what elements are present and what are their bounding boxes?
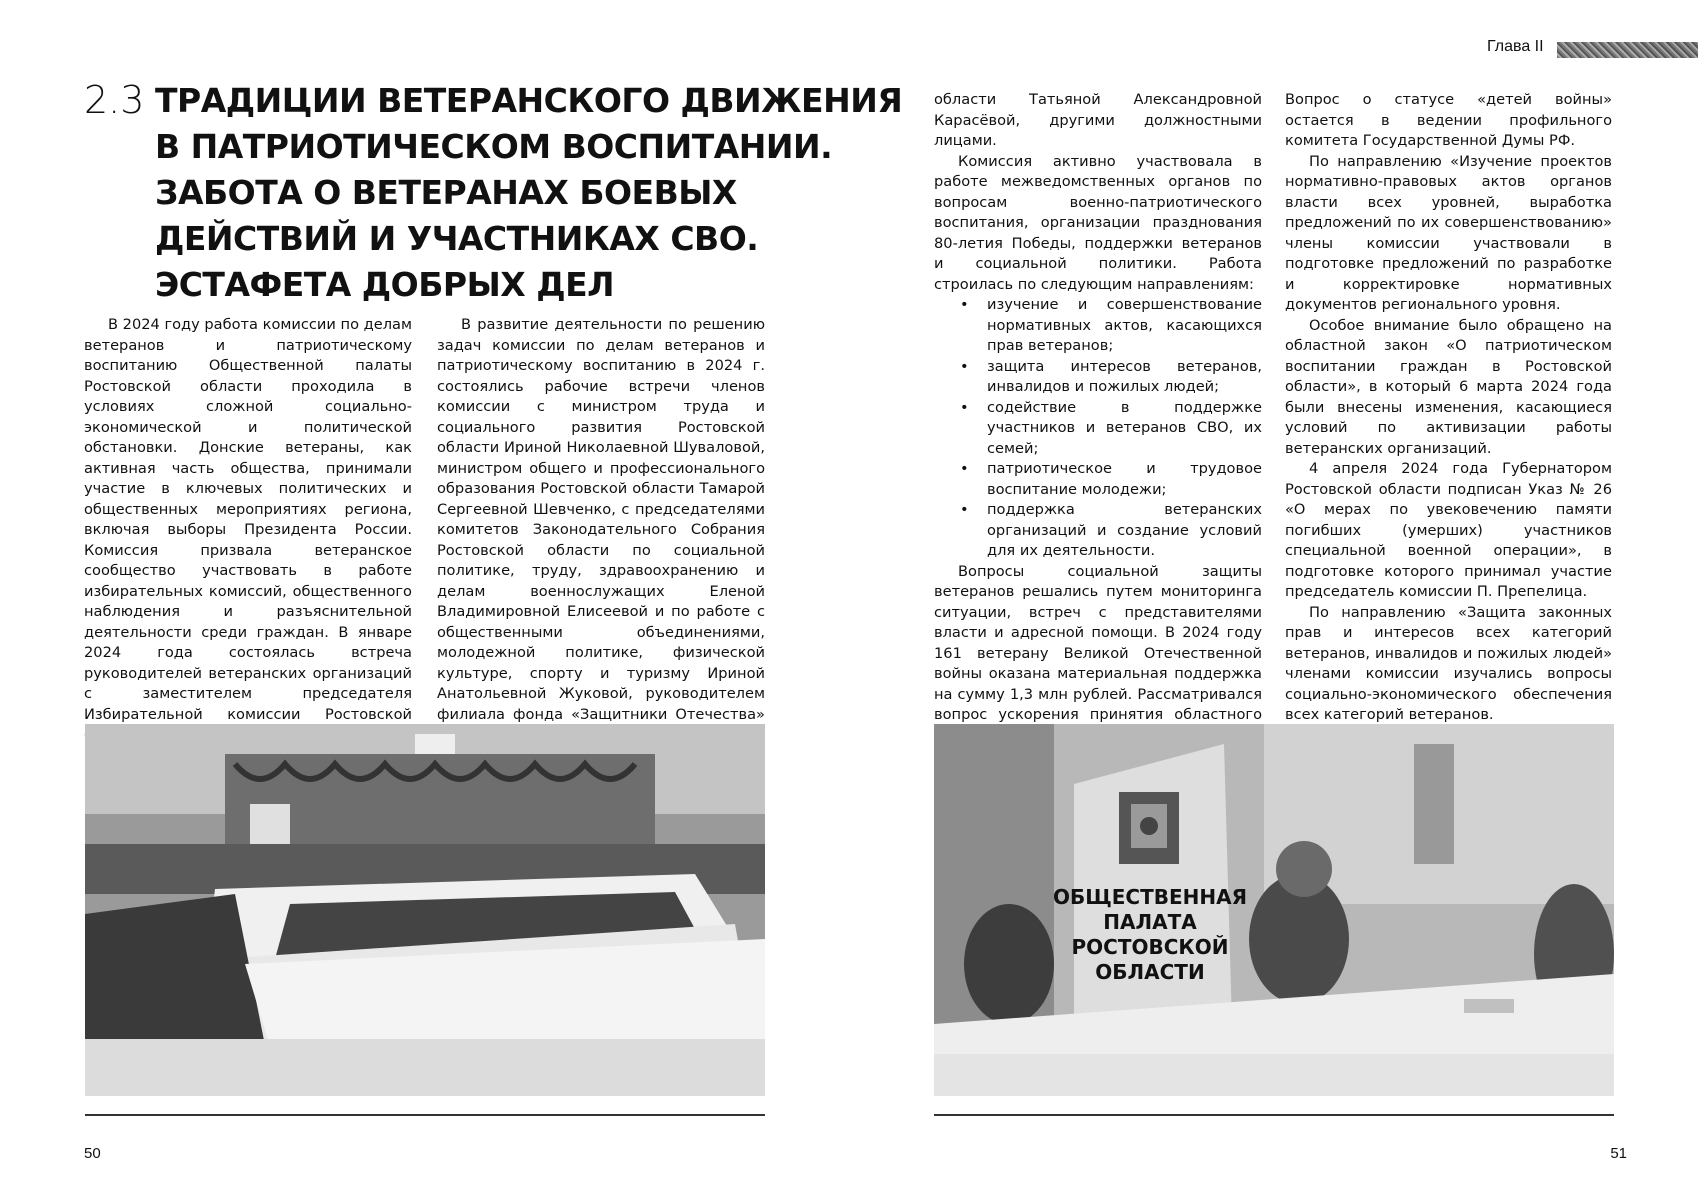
paragraph: Вопрос о статусе «детей войны» остается в ведении профильного комитета Государственной Думы РФ. xyxy=(1285,91,1612,149)
paragraph: области Татьяной Александровной Карасёвой, другими должностными лицами. xyxy=(934,91,1262,149)
page-number: 50 xyxy=(84,1145,101,1162)
list-item: • защита интересов ветеранов, инвалидов и пожилых людей; xyxy=(934,357,1262,398)
list-item: • изучение и совершенствование нормативных актов, касающихся прав ветеранов; xyxy=(934,295,1262,357)
list-item: • патриотическое и трудовое воспитание молодежи; xyxy=(934,459,1262,500)
right-column-1 xyxy=(934,90,1262,767)
section-title xyxy=(155,78,903,308)
banner-line: ОБЛАСТИ xyxy=(1095,960,1205,984)
paragraph: По направлению «Изучение проектов нормативно-правовых актов органов власти всех уровней, выработка предложений по их совершенствованию» члены комиссии участвовали в подготовке предложений по разработке и корректировке нормативных документов регионального уровня. xyxy=(1285,152,1612,313)
section-title-line: ЭСТАФЕТА ДОБРЫХ ДЕЛ xyxy=(155,265,615,304)
paragraph: 4 апреля 2024 года Губернатором Ростовской области подписан Указ № 26 «О мерах по увековечению памяти погибших (умерших) участников специальной военной операции», в подготовке которого принимал участие председатель комиссии П. Препелица. xyxy=(1285,460,1612,600)
section-title-line: ЗАБОТА О ВЕТЕРАНАХ БОЕВЫХ xyxy=(155,173,737,212)
paragraph: Комиссия активно участвовала в работе межведомственных органов по вопросам военно-патриотического воспитания, организации празднования 80-летия Победы, поддержки ветеранов и социальной политики. Работа строилась по следующим направлениям: xyxy=(934,152,1262,293)
banner-line: ОБЩЕСТВЕННАЯ xyxy=(1052,885,1248,909)
section-number: 2.3 xyxy=(84,78,145,122)
paragraph: В развитие деятельности по решению задач комиссии по делам ветеранов и патриотическому воспитанию в 2024 г. состоялись рабочие встречи членов комиссии с министром труда и социального развития Ростовской области Ириной Николаевной Шуваловой, министром общего и профессионального образования Ростовской области Тамарой Сергеевной Шевченко, с председателями комитетов Законодательного Собрания Ростовской области по социальной политике, труду, здравоохранению и делам военнослужащих Еленой Владимировной Елисеевой и по работе с общественными объединениями, молодежной политике, физической культуре, спорту и туризму Ириной Анатольевной Жуковой, руководителем филиала фонда «Защитники Отечества» xyxy=(437,316,765,723)
section-title-line: В ПАТРИОТИЧЕСКОМ ВОСПИТАНИИ. xyxy=(155,127,833,166)
chapter-label: Глава II xyxy=(1487,38,1544,55)
meeting-hall-photo xyxy=(85,724,765,1096)
paragraph: В 2024 году работа комиссии по делам ветеранов и патриотическому воспитанию Общественной палаты Ростовской области проходила в условиях сложной социально-экономической и политической обстановки. Донские ветераны, как активная часть общества, принимали участие в ключевых политических и общественных мероприятиях региона, включая выборы Президента России. Комиссия призвала ветеранское сообщество участвовать в работе избирательных комиссий, общественного наблюдения и разъяснительной деятельности среди граждан. В январе 2024 года состоялась встреча руководителей ветеранских организаций с заместителем председателя Избирательной комиссии Ростовской xyxy=(84,316,412,723)
conference-image xyxy=(934,724,1614,1096)
coat-of-arms-icon xyxy=(1119,792,1179,864)
footer-rule xyxy=(934,1114,1614,1116)
section-title-line: ДЕЙСТВИЙ И УЧАСТНИКАХ СВО. xyxy=(155,219,759,258)
left-column-2 xyxy=(437,315,765,746)
paragraph: Особое внимание было обращено на областной закон «О патриотическом воспитании граждан в Ростовской области», в который 6 марта 2024 года были внесены изменения, касающиеся условий по активизации работы ветеранских организаций. xyxy=(1285,316,1612,457)
banner-line: РОСТОВСКОЙ xyxy=(1071,935,1229,959)
conference-photo xyxy=(934,724,1614,1096)
left-column-1 xyxy=(84,315,412,746)
list-item: • поддержка ветеранских организаций и создание условий для их деятельности. xyxy=(934,500,1262,562)
right-column-2 xyxy=(1285,90,1612,726)
footer-rule xyxy=(85,1114,765,1116)
chapter-bar xyxy=(1557,42,1698,58)
directions-list xyxy=(934,295,1262,562)
list-item: • содействие в поддержке участников и ветеранов СВО, их семей; xyxy=(934,398,1262,460)
section-title-line: ТРАДИЦИИ ВЕТЕРАНСКОГО ДВИЖЕНИЯ xyxy=(155,81,903,120)
paragraph: По направлению «Защита законных прав и интересов всех категорий ветеранов, инвалидов и пожилых людей» членами комиссии изучались вопросы социально-экономического обеспечения всех категорий ветеранов. xyxy=(1285,603,1612,723)
banner-line: ПАЛАТА xyxy=(1103,910,1197,934)
page-number: 51 xyxy=(1610,1145,1627,1162)
paragraph: Вопросы социальной защиты ветеранов решались путем мониторинга ситуации, встреч с представителями власти и адресной помощи. В 2024 году 161 ветерану Великой Отечественной войны оказана материальная поддержка на сумму 1,3 млн рублей. Рассматривался вопрос ускорения принятия областного xyxy=(934,562,1262,723)
right-page xyxy=(849,0,1698,1200)
meeting-hall-image xyxy=(85,724,765,1096)
